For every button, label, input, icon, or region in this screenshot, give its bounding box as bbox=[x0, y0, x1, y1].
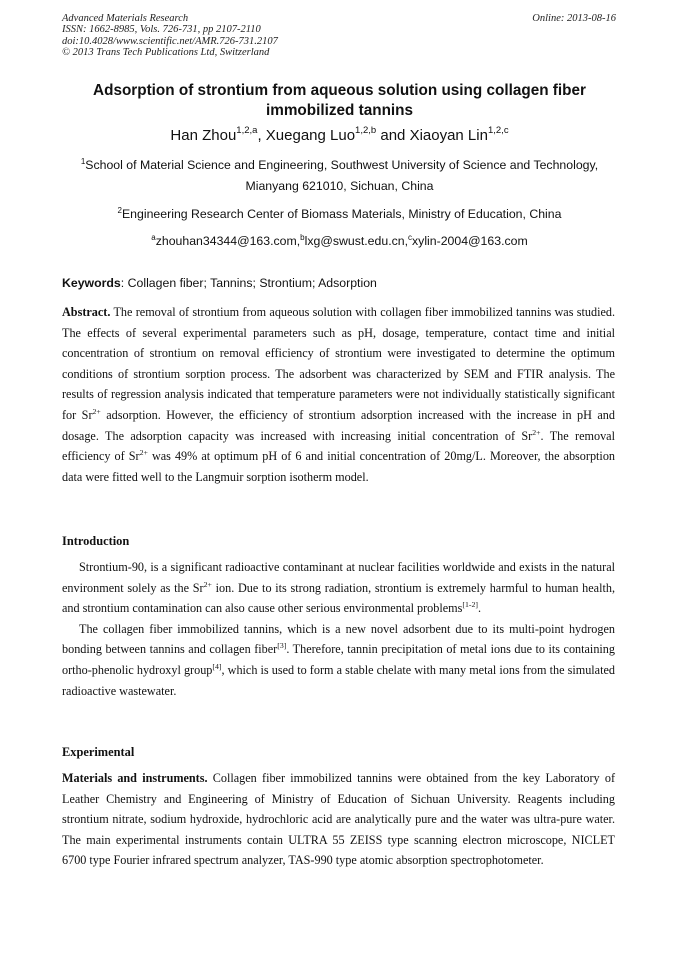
paragraph-text: . Therefore, tannin precipitation of metal ions due to its containing ortho-phenolic hydroxyl group bbox=[62, 642, 615, 677]
author-affiliation-mark: 1,2,b bbox=[355, 125, 377, 136]
online-date: Online: 2013-08-16 bbox=[532, 13, 616, 24]
abstract-text: . The removal efficiency of Sr bbox=[62, 428, 615, 464]
author-name: Xuegang Luo bbox=[265, 127, 356, 144]
email-mark: c bbox=[408, 233, 413, 242]
affiliation-number: 2 bbox=[117, 206, 122, 215]
journal-name: Advanced Materials Research bbox=[62, 13, 189, 24]
title-line-2: immobilized tannins bbox=[265, 102, 414, 119]
abstract-text: adsorption. However, the efficiency of strontium adsorption increased with the increase in pH and dosage. The adsorption capacity was increased with increasing initial concentration of Sr bbox=[62, 407, 615, 443]
superscript: 2+ bbox=[532, 427, 541, 437]
affiliation-1 bbox=[62, 155, 617, 196]
section-heading-experimental: Experimental bbox=[62, 745, 135, 759]
email-mark: a bbox=[151, 233, 156, 242]
paragraph-text: The collagen fiber immobilized tannins, which is a new novel adsorbent due to its multi-point hydrogen bonding between tannins and collagen fiber bbox=[62, 621, 615, 657]
email-link[interactable]: xylin-2004@163.com bbox=[412, 234, 528, 248]
email-link[interactable]: lxg@swust.edu.cn, bbox=[304, 234, 409, 248]
author-separator: and bbox=[376, 127, 410, 144]
paragraph-text: Collagen fiber immobilized tannins were obtained from the key Laboratory of Leather Chemistry and Engineering of Ministry of Education of Sichuan University. Reagents including strontium nitrate, sodium hydroxide, hydrochloric acid are analytically pure and the water was ultra-pure water. The main experimental instruments contain ULTRA 55 ZEISS type scanning electron microscope, NICLET 6700 type Fourier infrared spectrum analyzer, TAS-990 type atomic absorption spectrophotometer. bbox=[62, 771, 616, 868]
author-separator: , bbox=[257, 127, 266, 144]
title-line-1: Adsorption of strontium from aqueous solution using collagen fiber bbox=[93, 82, 586, 99]
superscript: 2+ bbox=[139, 448, 148, 458]
email-mark: b bbox=[300, 233, 305, 242]
citation-link[interactable]: [4] bbox=[212, 661, 222, 671]
keywords-label: Keywords bbox=[62, 276, 121, 290]
affiliation-line: School of Material Science and Engineering, Southwest University of Science and Technology, bbox=[85, 158, 599, 172]
superscript: 2+ bbox=[203, 579, 212, 589]
introduction-body bbox=[62, 557, 615, 701]
affiliation-line: Engineering Research Center of Biomass Materials, Ministry of Education, China bbox=[121, 207, 562, 221]
affiliation-2 bbox=[62, 204, 617, 225]
subsection-lead: Materials and instruments. bbox=[62, 771, 208, 785]
paragraph bbox=[62, 768, 615, 871]
experimental-body bbox=[62, 768, 615, 871]
paper-title bbox=[62, 81, 617, 121]
abstract-text: The removal of strontium from aqueous solution with collagen fiber immobilized tannins was studied. The effects of several experimental parameters such as pH, dosage, temperature, contact time and initial concentration of strontium on removal efficiency of strontium were investigated to determine the optimum conditions of strontium sorption process. The adsorbent was characterized by SEM and FTIR analysis. The results of regression analysis indicated that temperature parameters were not individually statistically significant for Sr bbox=[62, 305, 615, 422]
email-link[interactable]: zhouhan34344@163.com, bbox=[155, 234, 301, 248]
paragraph-text: , which is used to form a stable chelate with many metal ions from the simulated radioactive wastewater. bbox=[62, 662, 615, 698]
author-name: Han Zhou bbox=[170, 127, 237, 144]
author-name: Xiaoyan Lin bbox=[409, 127, 488, 144]
paragraph-text: . bbox=[477, 601, 482, 616]
affiliation-number: 1 bbox=[80, 157, 86, 166]
author-emails bbox=[62, 231, 617, 252]
abstract-text: was 49% at optimum pH of 6 and initial concentration of 20mg/L. Moreover, the absorption data were fitted well to the Langmuir sorption isotherm model. bbox=[62, 449, 616, 484]
citation-link[interactable]: [1-2] bbox=[462, 600, 478, 610]
paragraph-text: Strontium-90, is a significant radioactive contaminant at nuclear facilities worldwide and exists in the natural environment solely as the Sr bbox=[62, 560, 615, 595]
keywords-text: : Collagen fiber; Tannins; Strontium; Adsorption bbox=[120, 276, 377, 290]
section-heading-introduction: Introduction bbox=[62, 534, 130, 548]
superscript: 2+ bbox=[92, 406, 101, 416]
author-list bbox=[62, 126, 617, 146]
citation-link[interactable]: [3] bbox=[277, 641, 287, 651]
doi-line: doi:10.4028/www.scientific.net/AMR.726-731.2107 bbox=[62, 35, 278, 47]
affiliation-line: Mianyang 621010, Sichuan, China bbox=[245, 178, 434, 193]
author-affiliation-mark: 1,2,a bbox=[236, 125, 258, 136]
author-affiliation-mark: 1,2,c bbox=[487, 125, 509, 136]
paragraph bbox=[62, 557, 615, 619]
abstract-label: Abstract. bbox=[62, 305, 111, 319]
copyright-line: © 2013 Trans Tech Publications Ltd, Switzerland bbox=[62, 46, 270, 58]
abstract bbox=[62, 302, 615, 487]
keywords bbox=[62, 274, 617, 292]
issn-line: ISSN: 1662-8985, Vols. 726-731, pp 2107-2110 bbox=[62, 24, 261, 36]
paragraph-text: ion. Due to its strong radiation, strontium is extremely harmful to human health, and strontium contamination can also cause other serious environmental problems bbox=[62, 580, 616, 616]
paragraph bbox=[62, 619, 615, 701]
